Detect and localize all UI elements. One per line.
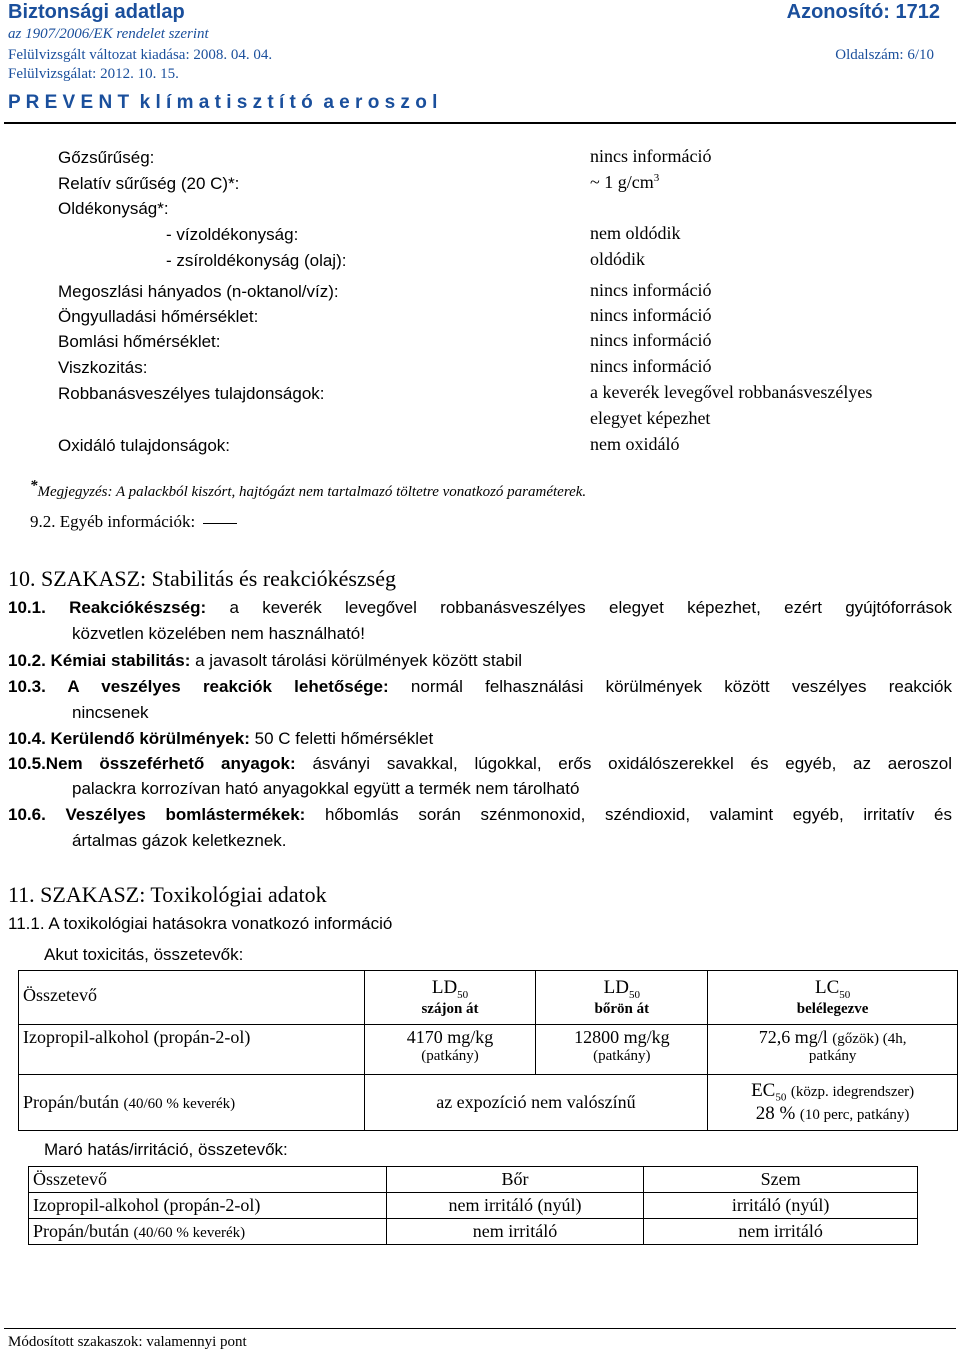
product-name: P R E V E N T k l í m a t i s z t í t ó a e r o s z o l bbox=[8, 92, 438, 113]
table-cell: 4170 mg/kg (patkány) bbox=[364, 1025, 536, 1075]
review-date: Felülvizsgálat: 2012. 10. 15. bbox=[8, 66, 179, 82]
header-cell: Bőr bbox=[386, 1167, 644, 1193]
header-cell: Összetevő bbox=[29, 1167, 387, 1193]
acute-toxicity-title: Akut toxicitás, összetevők: bbox=[44, 945, 244, 964]
prop-value: nincs információ bbox=[590, 330, 712, 350]
prop-value: oldódik bbox=[590, 249, 646, 269]
regulation: az 1907/2006/EK rendelet szerint bbox=[8, 26, 209, 42]
table-cell: nem irritáló bbox=[644, 1219, 918, 1245]
section-10-1-cont: közvetlen közelében nem használható! bbox=[72, 624, 365, 643]
section-10-2: 10.2. Kémiai stabilitás: a javasolt tárolási körülmények között stabil bbox=[8, 651, 523, 670]
table-cell: 12800 mg/kg (patkány) bbox=[536, 1025, 708, 1075]
prop-label: Gőzsűrűség: bbox=[58, 148, 155, 167]
identifier: Azonosító: 1712 bbox=[786, 1, 940, 23]
table-header-row bbox=[19, 971, 958, 1025]
header-cell: $LD_{50}$ bőrön át bbox=[536, 971, 708, 1025]
prop-label: Oxidáló tulajdonságok: bbox=[58, 436, 231, 455]
table-cell: az expozíció nem valószínű bbox=[364, 1075, 708, 1131]
revised-issue: Felülvizsgált változat kiadása: 2008. 04. 04. bbox=[8, 47, 273, 63]
acute-toxicity-table bbox=[18, 970, 958, 1131]
table-row bbox=[29, 1193, 918, 1219]
section-9-2: 9.2. Egyéb információk: bbox=[30, 512, 237, 532]
header-cell: Szem bbox=[644, 1167, 918, 1193]
section-11-1: 11.1. A toxikológiai hatásokra vonatkozó információ bbox=[8, 914, 393, 933]
footer-divider bbox=[4, 1328, 956, 1329]
prop-value: ~ 1 $g/cm^3$ bbox=[590, 172, 660, 192]
header-cell: Összetevő bbox=[19, 971, 365, 1025]
footnote: *Megjegyzés: A palackból kiszórt, hajtógázt nem tartalmazó töltetre vonatkozó paraméterek. bbox=[30, 478, 587, 500]
table-cell: nem irritáló bbox=[386, 1219, 644, 1245]
prop-value: nem oxidáló bbox=[590, 434, 680, 454]
section-10-1: 10.1. Reakciókészség: a keverék levegővel robbanásveszélyes elegyet képezhet, ezért gyújtóforrások bbox=[8, 598, 952, 617]
prop-label: Oldékonyság*: bbox=[58, 199, 169, 218]
prop-value: nincs információ bbox=[590, 280, 712, 300]
section-10-4: 10.4. Kerülendő körülmények: 50 C feletti hőmérséklet bbox=[8, 729, 434, 748]
prop-label: Viszkozitás: bbox=[58, 358, 148, 377]
prop-value: nincs információ bbox=[590, 305, 712, 325]
table-cell: $EC_{50}$ (közp. idegrendszer) 28 % (10 perc, patkány) bbox=[708, 1075, 958, 1131]
prop-value: nincs információ bbox=[590, 146, 712, 166]
header-divider bbox=[4, 122, 956, 124]
section-10-3-cont: nincsenek bbox=[72, 703, 149, 722]
page-number: Oldalszám: 6/10 bbox=[835, 47, 934, 63]
table-cell: Propán/bután (40/60 % keverék) bbox=[29, 1219, 387, 1245]
table-row bbox=[29, 1219, 918, 1245]
section-10-5-cont: palackra korrozívan ható anyagokkal együtt a termék nem tárolható bbox=[72, 779, 580, 798]
prop-label: Megoszlási hányados (n-oktanol/víz): bbox=[58, 282, 339, 301]
table-row bbox=[19, 1025, 958, 1075]
section-10-3: 10.3. A veszélyes reakciók lehetősége: normál felhasználási körülmények között veszélyes reakciók bbox=[8, 677, 953, 696]
table-cell: Propán/bután (40/60 % keverék) bbox=[19, 1075, 365, 1131]
section-10-5: 10.5.Nem összeférhető anyagok: ásványi savakkal, lúgokkal, erős oxidálószerekkel és egyéb, az aeroszol bbox=[8, 754, 953, 773]
section-11-title: 11. SZAKASZ: Toxikológiai adatok bbox=[8, 882, 327, 907]
prop-label: Robbanásveszélyes tulajdonságok: bbox=[58, 384, 325, 403]
header-cell: $LD_{50}$ szájon át bbox=[364, 971, 536, 1025]
footer-text: Módosított szakaszok: valamennyi pont bbox=[8, 1334, 247, 1350]
irritation-title: Maró hatás/irritáció, összetevők: bbox=[44, 1140, 288, 1159]
table-row bbox=[19, 1075, 958, 1131]
table-cell: Izopropil-alkohol (propán-2-ol) bbox=[29, 1193, 387, 1219]
table-cell: irritáló (nyúl) bbox=[644, 1193, 918, 1219]
prop-value-cont: elegyet képezhet bbox=[590, 408, 711, 428]
dash-mark bbox=[203, 523, 237, 524]
section-10-6-cont: ártalmas gázok keletkeznek. bbox=[72, 831, 287, 850]
table-cell: 72,6 mg/l (gőzök) (4h, patkány bbox=[708, 1025, 958, 1075]
table-header-row bbox=[29, 1167, 918, 1193]
prop-value: nem oldódik bbox=[590, 223, 681, 243]
prop-value: a keverék levegővel robbanásveszélyes bbox=[590, 382, 873, 402]
prop-label: Relatív sűrűség (20 C)*: bbox=[58, 174, 240, 193]
prop-label: Öngyulladási hőmérséklet: bbox=[58, 307, 259, 326]
document-title: Biztonsági adatlap bbox=[8, 1, 185, 23]
prop-label: - vízoldékonyság: bbox=[166, 225, 299, 244]
prop-label: Bomlási hőmérséklet: bbox=[58, 332, 221, 351]
table-cell: nem irritáló (nyúl) bbox=[386, 1193, 644, 1219]
prop-value: nincs információ bbox=[590, 356, 712, 376]
section-10-title: 10. SZAKASZ: Stabilitás és reakciókészség bbox=[8, 566, 396, 591]
irritation-table bbox=[28, 1166, 918, 1245]
table-cell: Izopropil-alkohol (propán-2-ol) bbox=[19, 1025, 365, 1075]
prop-label: - zsíroldékonyság (olaj): bbox=[166, 251, 347, 270]
header-cell: $LC_{50}$ belélegezve bbox=[708, 971, 958, 1025]
section-10-6: 10.6. Veszélyes bomlástermékek: hőbomlás során szénmonoxid, széndioxid, valamint egyéb, irritatív és bbox=[8, 805, 952, 824]
